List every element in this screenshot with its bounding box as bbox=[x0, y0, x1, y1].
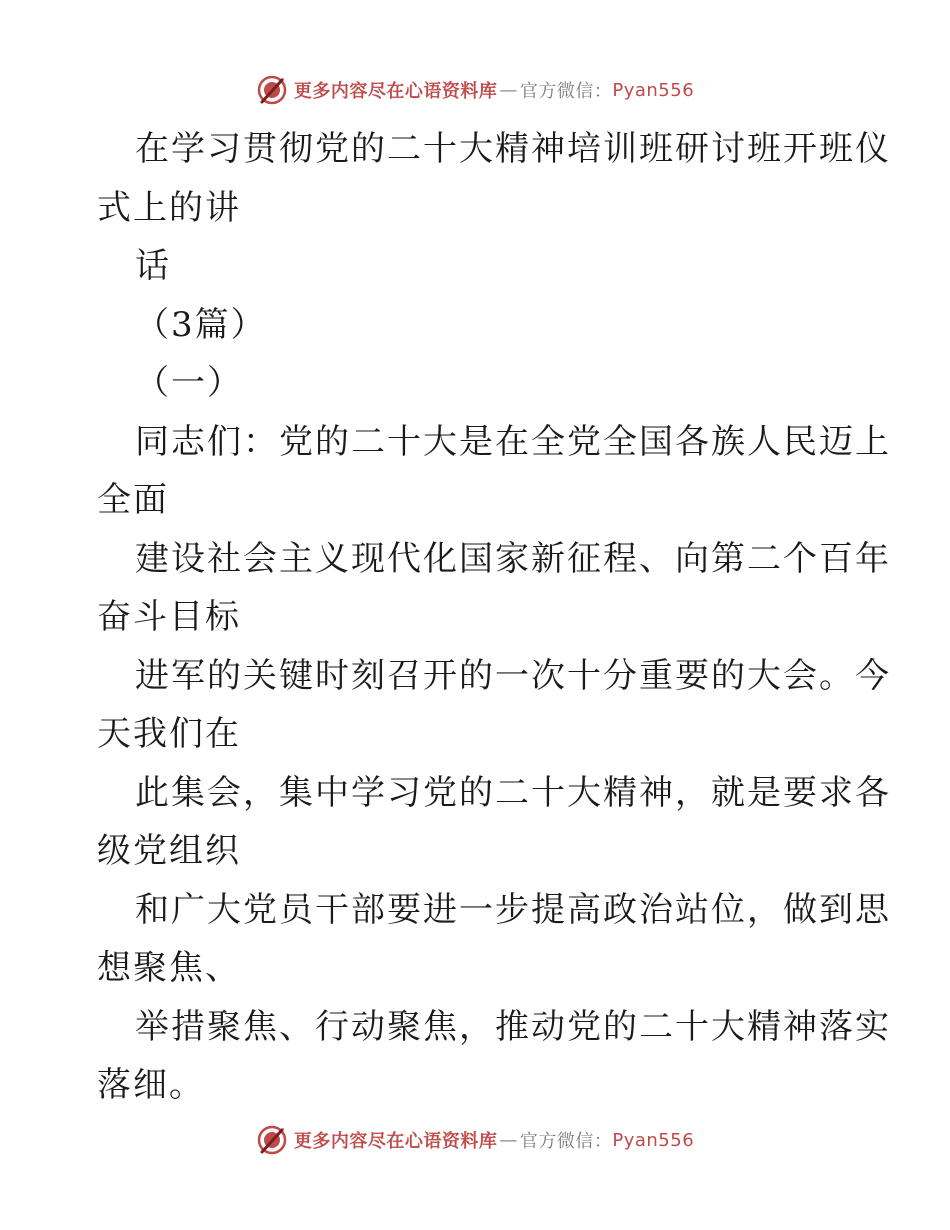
header-watermark bbox=[0, 70, 950, 110]
text-line: （一） bbox=[135, 363, 243, 403]
text-line: 和广大党员干部要进一步提高政治站位，做到思 bbox=[135, 889, 891, 930]
text-line: 想聚焦、 bbox=[97, 948, 241, 988]
text-line: 奋斗目标 bbox=[97, 597, 241, 637]
text-line: 在学习贯彻党的二十大精神培训班研讨班开班仪 bbox=[135, 129, 891, 169]
watermark-text: 更多内容尽在心语资料库 bbox=[293, 1131, 498, 1152]
text-line: 举措聚焦、行动聚焦，推动党的二十大精神落实 bbox=[135, 1006, 891, 1047]
watermark-wechat-id: Pyan556 bbox=[612, 1129, 695, 1151]
text-line: 级党组织 bbox=[97, 831, 241, 871]
text-line: 同志们：党的二十大是在全党全国各族人民迈上 bbox=[135, 421, 891, 462]
footer-watermark bbox=[0, 1120, 950, 1160]
text-line: 天我们在 bbox=[97, 714, 241, 754]
text-line: 话 bbox=[135, 246, 171, 286]
pen-seal-logo-icon bbox=[256, 74, 288, 106]
watermark-wechat-label: 官方微信： bbox=[519, 1131, 613, 1152]
watermark-wechat-label: 官方微信： bbox=[519, 81, 613, 102]
watermark-wechat-id: Pyan556 bbox=[612, 79, 695, 101]
text-line: 建设社会主义现代化国家新征程、向第二个百年 bbox=[135, 538, 891, 579]
text-line: 此集会，集中学习党的二十大精神，就是要求各 bbox=[135, 772, 891, 813]
text-line: 全面 bbox=[97, 480, 169, 520]
document-body bbox=[97, 120, 891, 1115]
text-line: 落细。 bbox=[97, 1065, 205, 1105]
watermark-separator: — bbox=[499, 79, 518, 101]
watermark-separator: — bbox=[499, 1129, 518, 1151]
text-line: 式上的讲 bbox=[97, 187, 241, 228]
text-line: （3篇） bbox=[135, 304, 267, 345]
watermark-text: 更多内容尽在心语资料库 bbox=[293, 81, 498, 102]
text-line: 进军的关键时刻召开的一次十分重要的大会。今 bbox=[135, 655, 891, 696]
pen-seal-logo-icon bbox=[256, 1124, 288, 1156]
